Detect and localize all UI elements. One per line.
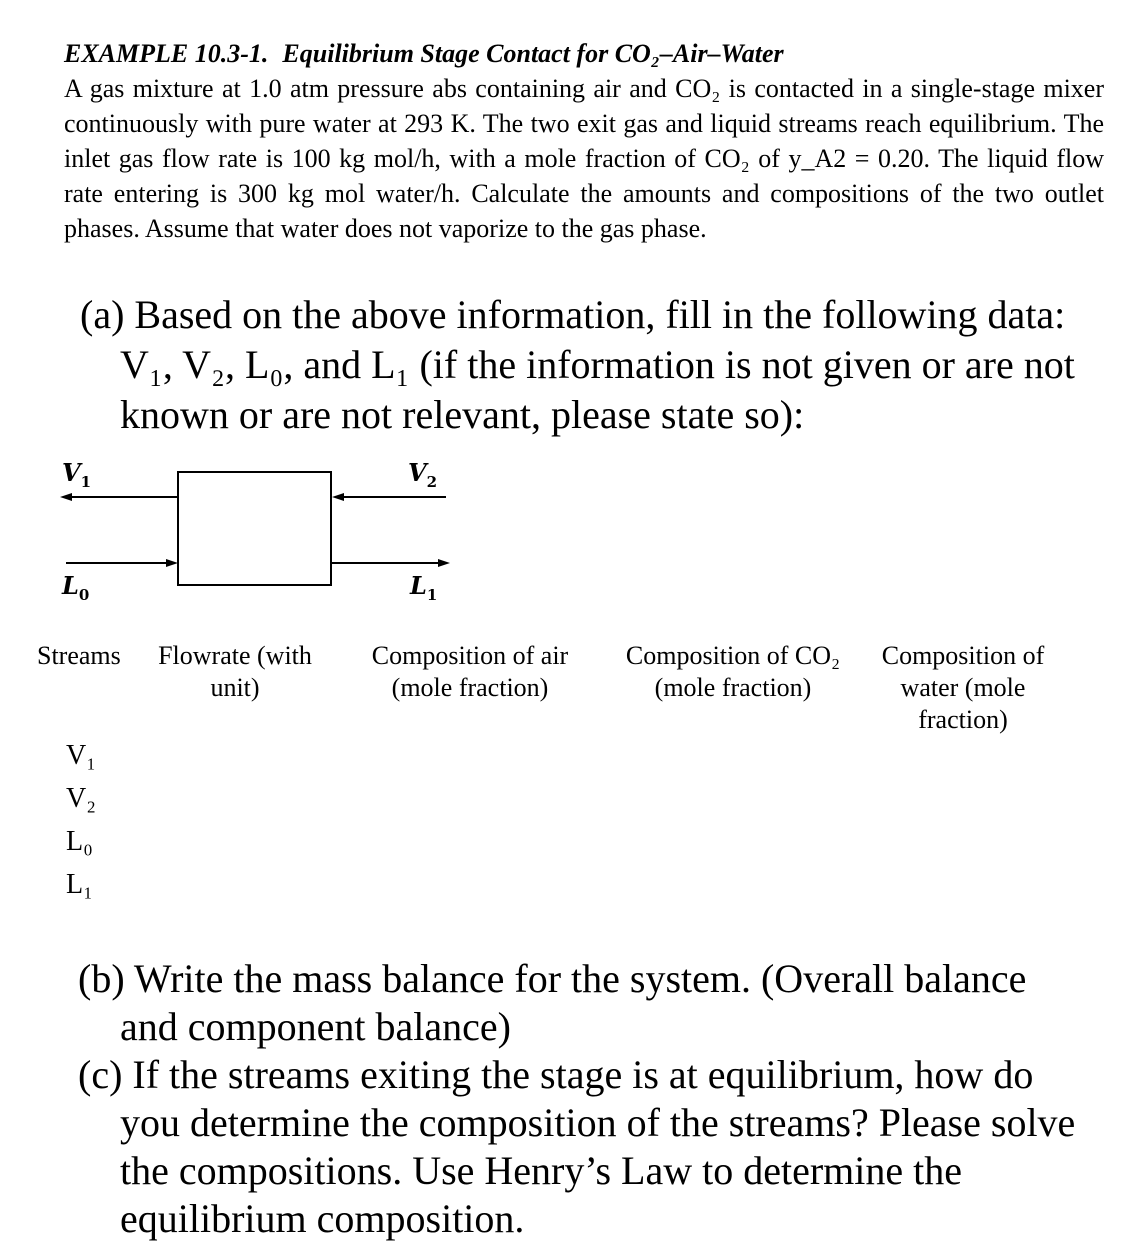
label-v1: $V_1$: [62, 458, 92, 491]
question-c-line1: (c) If the streams exiting the stage is at equilibrium, how do: [78, 1052, 1034, 1097]
row-label-l1: L₁: [66, 869, 93, 900]
question-a: [80, 290, 1120, 440]
question-c-line2: you determine the composition of the streams? Please solve: [120, 1100, 1076, 1145]
header-streams: Streams: [37, 641, 121, 670]
stage-diagram: [50, 455, 470, 605]
question-b-line1: (b) Write the mass balance for the system. (Overall balance: [78, 956, 1027, 1001]
example-block: [64, 36, 1104, 246]
example-number: EXAMPLE 10.3-1.: [64, 39, 269, 68]
row-label-v2: V₂: [66, 783, 96, 814]
question-a-line3: known or are not relevant, please state so):: [120, 392, 805, 437]
example-title: [64, 36, 1104, 71]
question-a-line1: (a) Based on the above information, fill in the following data:: [80, 292, 1066, 337]
header-air: Composition of air (mole fraction): [371, 641, 569, 702]
row-label-v1: V₁: [66, 740, 96, 771]
question-b-line2: and component balance): [120, 1004, 511, 1049]
l1-arrow: [438, 559, 450, 567]
label-v2: $V_2$: [408, 458, 438, 491]
question-c-line3: the compositions. Use Henry’s Law to determine the: [120, 1148, 963, 1193]
question-c-line4: equilibrium composition.: [120, 1196, 525, 1241]
l0-arrow: [166, 559, 178, 567]
label-l1: $L_1$: [410, 571, 438, 604]
header-water: Composition of water (mole fraction): [881, 641, 1045, 734]
v2-arrow: [332, 493, 344, 501]
v1-arrow: [60, 493, 72, 501]
row-label-l0: L₀: [66, 826, 93, 857]
stage-diagram-svg: [50, 455, 470, 605]
example-body: [64, 71, 1104, 246]
question-a-line2: V₁, V₂, L₀, and L₁ (if the information is not given or are not: [120, 342, 1075, 387]
questions-b-c: [78, 955, 1128, 1243]
stage-box: [178, 472, 331, 585]
label-l0: $L_0$: [62, 571, 90, 604]
header-co2: Composition of CO₂ (mole fraction): [625, 641, 841, 702]
example-paragraph: A gas mixture at 1.0 atm pressure abs containing air and CO₂ is contacted in a single-stage mixer continuously with pure water at 293 K. The two exit gas and liquid streams reach equilibrium. The inlet gas flow rate is 100 kg mol/h, with a mole fraction of CO₂ of y_A2 = 0.20. The liquid flow rate entering is 300 kg mol water/h. Calculate the amounts and compositions of the two outlet phases. Assume that water does not vaporize to the gas phase.: [64, 74, 1104, 243]
header-flowrate: Flowrate (with unit): [158, 641, 312, 702]
example-heading: Equilibrium Stage Contact for CO₂–Air–Water: [282, 39, 784, 68]
